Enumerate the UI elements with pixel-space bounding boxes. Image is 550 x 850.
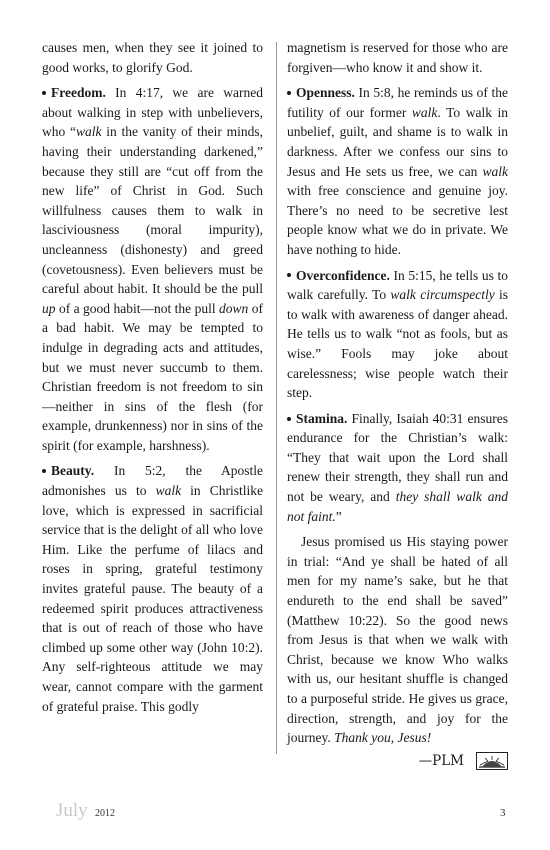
signature-block xyxy=(287,752,508,770)
text-span: . To walk in unbelief, guilt, and shame is to walk in darkness. After we confess our sins to Jesus and He sets us free, we can xyxy=(287,104,508,179)
lead-freedom: Freedom. xyxy=(51,85,106,101)
text-span: In 5:2, the Apostle admonishes us to xyxy=(42,463,263,499)
paragraph-overconfidence xyxy=(287,266,508,403)
paragraph-intro: causes men, when they see it joined to good works, to glorify God. xyxy=(42,40,263,75)
paragraph-freedom xyxy=(42,83,263,455)
italic-span: walk xyxy=(482,163,508,179)
text-span: In 4:17, we are warned about walking in step with unbelievers, who “ xyxy=(42,85,263,140)
lead-beauty: Beauty. xyxy=(51,463,95,479)
paragraph-conclusion xyxy=(287,532,508,748)
column-divider xyxy=(276,42,277,754)
text-span: In 5:15, he tells us to walk carefully. To xyxy=(287,267,508,303)
text-span: Jesus promised us His staying power in trial: “And ye shall be hated of all men for my name’s sake, but he that endureth to the end shall be saved” (Matthew 10:22). So the good news from Jesus is that when we walk with Christ, because we know Who walks with us, our hesitant shuffle is changed to a purposeful stride. He gives us grace, direction, strength, and joy for the journey. xyxy=(287,534,508,746)
italic-span: walk xyxy=(411,104,438,120)
text-span: Finally, Isaiah 40:31 ensures endurance for the Christian’s walk: “They that wait upon the Lord shall renew their strength, they shall run and not be weary, and xyxy=(287,410,508,505)
lead-overconfidence: Overconfidence. xyxy=(296,267,390,283)
left-column xyxy=(42,38,263,716)
text-span: in the vanity of their minds, having their understanding darkened,” because they still are “cut off from the new life” of Christ in God. Such willfulness causes them to walk in lasciviousness (moral impurity), uncleanness (dishonesty) and greed (covetousness). Even believers must be careful about habit. It should be the pull xyxy=(42,124,263,297)
italic-span: down xyxy=(219,300,249,316)
italic-span: Thank you, Jesus! xyxy=(334,730,432,746)
bullet-icon xyxy=(287,417,291,421)
bullet-icon xyxy=(287,273,291,277)
right-column xyxy=(287,38,508,770)
text-span: ” xyxy=(335,508,342,524)
text-span: is to walk with awareness of danger ahead. He tells us to walk “not as fools, but as wise.” Fools may joke about carelessness; wise people watch their step. xyxy=(287,287,508,401)
footer-month: July xyxy=(56,800,88,821)
bullet-icon xyxy=(42,91,46,95)
text-span: with free conscience and genuine joy. There’s no need to be secretive lest people know what we do in private. We have nothing to hide. xyxy=(287,183,508,257)
italic-span: walk xyxy=(155,483,182,499)
text-span: of a good habit—not the pull xyxy=(55,300,220,316)
italic-span: walk circumspectly xyxy=(390,287,495,303)
paragraph-beauty xyxy=(42,461,263,716)
italic-span: up xyxy=(42,300,56,316)
lead-stamina: Stamina. xyxy=(296,410,348,426)
italic-span: they shall walk and not faint. xyxy=(287,489,508,524)
bullet-icon xyxy=(287,91,291,95)
footer-year: 2012 xyxy=(95,808,115,819)
page-number: 3 xyxy=(500,807,506,819)
paragraph-stamina xyxy=(287,409,508,527)
sunrise-logo-icon xyxy=(476,752,508,770)
paragraph-continued: magnetism is reserved for those who are forgiven—who know it and show it. xyxy=(287,40,508,75)
paragraph-openness xyxy=(287,83,508,259)
italic-span: walk xyxy=(75,124,102,140)
signature: —PLM xyxy=(418,752,464,769)
lead-openness: Openness. xyxy=(296,85,355,101)
text-span: In 5:8, he reminds us of the futility of our former xyxy=(287,85,508,120)
bullet-icon xyxy=(42,469,46,473)
text-span: in Christlike love, which is expressed in sacrificial service that is the delight of all who love Him. Like the perfume of lilacs and roses in spring, grateful testimony invites grateful pause. The beauty of a redeemed spirit produces attractiveness that is out of reach of those who have climbed up some other way (John 10:2). Any self-righteous attitude we may wear, cannot compare with the garment of grateful praise. This godly xyxy=(42,483,264,714)
text-span: of a bad habit. We may be tempted to indulge in degrading acts and attitudes, but we must never succumb to them. Christian freedom is not freedom to sin—neither in sins of the flesh (for example, drunkenness) nor in sins of the spirit (for example, harshness). xyxy=(42,300,263,453)
